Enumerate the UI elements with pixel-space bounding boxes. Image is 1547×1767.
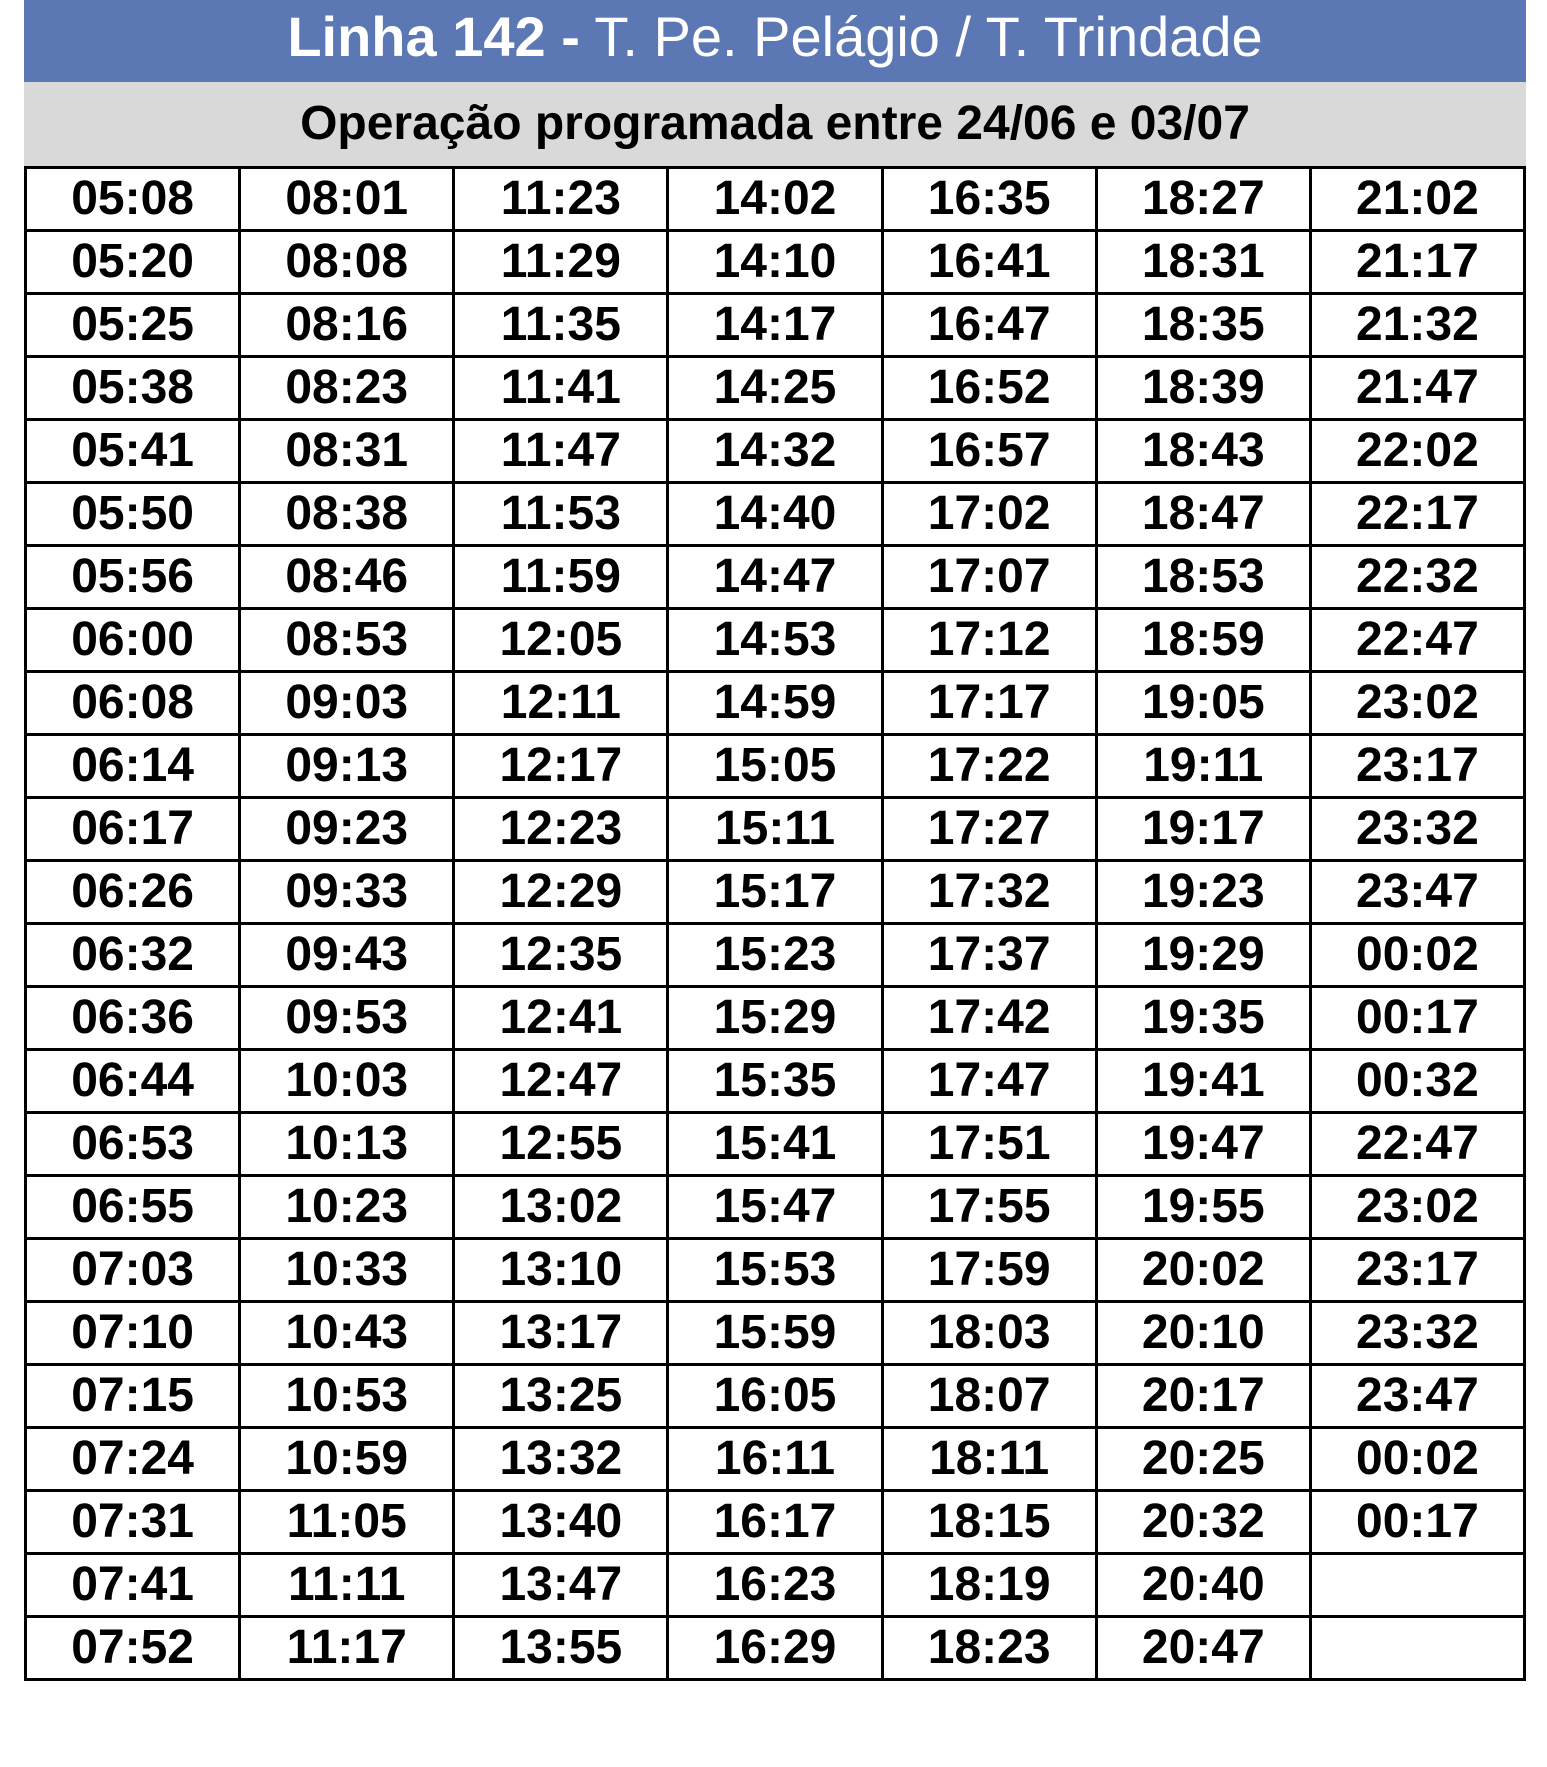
- departure-time-cell: 19:23: [1096, 861, 1310, 924]
- departure-time-cell: 07:24: [26, 1428, 240, 1491]
- departure-time-cell: 10:33: [240, 1239, 454, 1302]
- departure-time-cell: 13:47: [454, 1554, 668, 1617]
- departure-time-cell: 18:27: [1096, 168, 1310, 231]
- departure-time-cell: 20:32: [1096, 1491, 1310, 1554]
- departure-time-cell: 05:25: [26, 294, 240, 357]
- departure-time-cell: 06:08: [26, 672, 240, 735]
- departure-time-cell: 14:53: [668, 609, 882, 672]
- departure-time-cell: 21:47: [1310, 357, 1524, 420]
- departure-time-cell: 14:32: [668, 420, 882, 483]
- departure-time-cell: 07:10: [26, 1302, 240, 1365]
- table-row: [26, 420, 1525, 483]
- table-row: [26, 735, 1525, 798]
- departure-time-cell: 06:53: [26, 1113, 240, 1176]
- departure-time-cell: 11:17: [240, 1617, 454, 1680]
- departure-time-cell: 10:59: [240, 1428, 454, 1491]
- departure-time-cell: 10:53: [240, 1365, 454, 1428]
- departure-time-cell: 23:17: [1310, 1239, 1524, 1302]
- departure-time-cell: 06:36: [26, 987, 240, 1050]
- departure-time-cell: 22:02: [1310, 420, 1524, 483]
- departure-time-cell: 07:03: [26, 1239, 240, 1302]
- departure-time-cell: 10:03: [240, 1050, 454, 1113]
- departure-time-cell: 09:33: [240, 861, 454, 924]
- departure-time-cell: 18:39: [1096, 357, 1310, 420]
- departure-time-cell: 16:29: [668, 1617, 882, 1680]
- departure-time-cell: 18:19: [882, 1554, 1096, 1617]
- departure-time-cell: 17:02: [882, 483, 1096, 546]
- operation-period: Operação programada entre 24/06 e 03/07: [24, 82, 1526, 166]
- departure-time-cell: 08:53: [240, 609, 454, 672]
- table-row: [26, 1365, 1525, 1428]
- table-row: [26, 1617, 1525, 1680]
- departure-time-cell: 11:35: [454, 294, 668, 357]
- departure-time-cell: 08:16: [240, 294, 454, 357]
- departure-time-cell: 12:05: [454, 609, 668, 672]
- departure-time-cell: 20:40: [1096, 1554, 1310, 1617]
- departure-time-cell: 08:46: [240, 546, 454, 609]
- departure-time-cell: 11:29: [454, 231, 668, 294]
- departure-time-cell: 06:44: [26, 1050, 240, 1113]
- departure-time-cell: 00:02: [1310, 924, 1524, 987]
- departure-time-cell: 15:47: [668, 1176, 882, 1239]
- departure-time-cell: 06:17: [26, 798, 240, 861]
- departure-time-cell: 10:13: [240, 1113, 454, 1176]
- departure-time-cell: 22:47: [1310, 609, 1524, 672]
- departure-time-cell: 18:47: [1096, 483, 1310, 546]
- departure-time-cell: 17:22: [882, 735, 1096, 798]
- departure-time-cell: 18:59: [1096, 609, 1310, 672]
- departure-time-cell: 18:31: [1096, 231, 1310, 294]
- departure-time-cell: 12:55: [454, 1113, 668, 1176]
- departure-time-cell: 18:53: [1096, 546, 1310, 609]
- departure-time-cell: 19:35: [1096, 987, 1310, 1050]
- departure-time-cell: 16:17: [668, 1491, 882, 1554]
- departure-time-cell: 17:27: [882, 798, 1096, 861]
- departure-time-cell: 23:32: [1310, 798, 1524, 861]
- departure-time-cell: 00:17: [1310, 1491, 1524, 1554]
- departure-time-cell: 19:11: [1096, 735, 1310, 798]
- departure-time-cell: 08:38: [240, 483, 454, 546]
- departure-time-cell: 16:23: [668, 1554, 882, 1617]
- departure-time-cell: 11:47: [454, 420, 668, 483]
- departure-time-cell: 08:23: [240, 357, 454, 420]
- departure-time-cell: 21:02: [1310, 168, 1524, 231]
- departure-time-cell: 08:08: [240, 231, 454, 294]
- line-label: Linha 142 -: [287, 5, 580, 68]
- departure-time-cell: 09:03: [240, 672, 454, 735]
- departure-time-cell: 16:52: [882, 357, 1096, 420]
- departure-time-cell: 11:53: [454, 483, 668, 546]
- departure-time-cell: 07:31: [26, 1491, 240, 1554]
- departure-time-cell: 09:23: [240, 798, 454, 861]
- departure-time-cell: 05:08: [26, 168, 240, 231]
- departure-time-cell: 11:23: [454, 168, 668, 231]
- departure-time-cell: 22:32: [1310, 546, 1524, 609]
- departure-time-cell: 17:59: [882, 1239, 1096, 1302]
- departure-time-cell: 17:47: [882, 1050, 1096, 1113]
- table-row: [26, 483, 1525, 546]
- table-row: [26, 231, 1525, 294]
- departure-time-cell: 13:25: [454, 1365, 668, 1428]
- table-row: [26, 1302, 1525, 1365]
- departure-time-cell: 19:17: [1096, 798, 1310, 861]
- table-row: [26, 798, 1525, 861]
- departure-time-cell: 06:14: [26, 735, 240, 798]
- departure-time-cell: 18:43: [1096, 420, 1310, 483]
- page-title: [24, 0, 1526, 82]
- departure-time-cell: 05:38: [26, 357, 240, 420]
- departure-time-cell: 05:56: [26, 546, 240, 609]
- departure-time-cell: 17:12: [882, 609, 1096, 672]
- table-row: [26, 1113, 1525, 1176]
- departure-time-cell: 08:01: [240, 168, 454, 231]
- departure-time-cell: 10:43: [240, 1302, 454, 1365]
- departure-time-cell: 17:07: [882, 546, 1096, 609]
- departure-time-cell: 06:32: [26, 924, 240, 987]
- departure-time-cell: 13:55: [454, 1617, 668, 1680]
- departure-time-cell: 14:10: [668, 231, 882, 294]
- departure-time-cell: 15:23: [668, 924, 882, 987]
- departure-time-cell: 09:43: [240, 924, 454, 987]
- departure-time-cell: 19:47: [1096, 1113, 1310, 1176]
- table-row: [26, 1239, 1525, 1302]
- table-row: [26, 924, 1525, 987]
- departure-time-cell: 18:03: [882, 1302, 1096, 1365]
- departure-time-cell: 07:41: [26, 1554, 240, 1617]
- departure-time-cell: 08:31: [240, 420, 454, 483]
- table-row: [26, 1491, 1525, 1554]
- departure-time-cell: 13:10: [454, 1239, 668, 1302]
- departure-time-cell: 00:17: [1310, 987, 1524, 1050]
- departure-time-cell: 11:11: [240, 1554, 454, 1617]
- departure-time-cell: 06:55: [26, 1176, 240, 1239]
- table-row: [26, 168, 1525, 231]
- departure-time-cell: 12:11: [454, 672, 668, 735]
- departure-time-cell: 18:23: [882, 1617, 1096, 1680]
- departure-time-cell: 16:57: [882, 420, 1096, 483]
- departure-time-cell: 14:02: [668, 168, 882, 231]
- departure-time-cell: 23:47: [1310, 861, 1524, 924]
- departure-time-cell: 23:02: [1310, 672, 1524, 735]
- departure-time-cell: 18:35: [1096, 294, 1310, 357]
- departure-time-cell: 15:41: [668, 1113, 882, 1176]
- table-row: [26, 294, 1525, 357]
- departure-time-cell: 15:53: [668, 1239, 882, 1302]
- departure-time-cell: 12:41: [454, 987, 668, 1050]
- departure-time-cell: 15:35: [668, 1050, 882, 1113]
- departure-time-cell: 12:17: [454, 735, 668, 798]
- departure-time-cell: 16:41: [882, 231, 1096, 294]
- departure-time-cell: 23:02: [1310, 1176, 1524, 1239]
- departure-time-cell: [1310, 1554, 1524, 1617]
- departure-time-cell: 19:41: [1096, 1050, 1310, 1113]
- departure-time-cell: 17:51: [882, 1113, 1096, 1176]
- table-row: [26, 546, 1525, 609]
- departure-time-cell: 15:59: [668, 1302, 882, 1365]
- departure-time-cell: 23:32: [1310, 1302, 1524, 1365]
- table-row: [26, 1554, 1525, 1617]
- departure-time-cell: 14:17: [668, 294, 882, 357]
- table-row: [26, 861, 1525, 924]
- departure-time-cell: 20:02: [1096, 1239, 1310, 1302]
- departure-time-cell: 12:35: [454, 924, 668, 987]
- table-row: [26, 1050, 1525, 1113]
- departure-time-cell: 09:13: [240, 735, 454, 798]
- departure-time-cell: 15:17: [668, 861, 882, 924]
- timetable: [24, 166, 1526, 1681]
- table-row: [26, 357, 1525, 420]
- route-label: T. Pe. Pelágio / T. Trindade: [579, 5, 1263, 68]
- departure-time-cell: 06:00: [26, 609, 240, 672]
- departure-time-cell: 22:17: [1310, 483, 1524, 546]
- departure-time-cell: 05:20: [26, 231, 240, 294]
- departure-time-cell: 12:47: [454, 1050, 668, 1113]
- departure-time-cell: 14:25: [668, 357, 882, 420]
- departure-time-cell: 20:10: [1096, 1302, 1310, 1365]
- departure-time-cell: 20:17: [1096, 1365, 1310, 1428]
- departure-time-cell: 16:11: [668, 1428, 882, 1491]
- departure-time-cell: 18:11: [882, 1428, 1096, 1491]
- departure-time-cell: 06:26: [26, 861, 240, 924]
- departure-time-cell: 18:15: [882, 1491, 1096, 1554]
- departure-time-cell: 11:05: [240, 1491, 454, 1554]
- departure-time-cell: 20:47: [1096, 1617, 1310, 1680]
- departure-time-cell: 23:47: [1310, 1365, 1524, 1428]
- departure-time-cell: 19:05: [1096, 672, 1310, 735]
- departure-time-cell: 15:29: [668, 987, 882, 1050]
- departure-time-cell: 07:15: [26, 1365, 240, 1428]
- departure-time-cell: 05:41: [26, 420, 240, 483]
- departure-time-cell: 16:05: [668, 1365, 882, 1428]
- departure-time-cell: 13:40: [454, 1491, 668, 1554]
- departure-time-cell: 21:17: [1310, 231, 1524, 294]
- departure-time-cell: 16:47: [882, 294, 1096, 357]
- table-row: [26, 987, 1525, 1050]
- departure-time-cell: 13:02: [454, 1176, 668, 1239]
- departure-time-cell: 19:55: [1096, 1176, 1310, 1239]
- departure-time-cell: 14:59: [668, 672, 882, 735]
- timetable-body: [26, 168, 1525, 1680]
- departure-time-cell: 13:17: [454, 1302, 668, 1365]
- departure-time-cell: 17:55: [882, 1176, 1096, 1239]
- table-row: [26, 672, 1525, 735]
- departure-time-cell: 17:32: [882, 861, 1096, 924]
- departure-time-cell: 17:17: [882, 672, 1096, 735]
- departure-time-cell: 17:42: [882, 987, 1096, 1050]
- departure-time-cell: 21:32: [1310, 294, 1524, 357]
- departure-time-cell: 13:32: [454, 1428, 668, 1491]
- departure-time-cell: 18:07: [882, 1365, 1096, 1428]
- departure-time-cell: 23:17: [1310, 735, 1524, 798]
- departure-time-cell: 11:59: [454, 546, 668, 609]
- departure-time-cell: 00:02: [1310, 1428, 1524, 1491]
- departure-time-cell: 10:23: [240, 1176, 454, 1239]
- departure-time-cell: 12:29: [454, 861, 668, 924]
- departure-time-cell: 17:37: [882, 924, 1096, 987]
- departure-time-cell: 14:40: [668, 483, 882, 546]
- departure-time-cell: [1310, 1617, 1524, 1680]
- departure-time-cell: 09:53: [240, 987, 454, 1050]
- departure-time-cell: 11:41: [454, 357, 668, 420]
- departure-time-cell: 16:35: [882, 168, 1096, 231]
- departure-time-cell: 05:50: [26, 483, 240, 546]
- departure-time-cell: 12:23: [454, 798, 668, 861]
- departure-time-cell: 22:47: [1310, 1113, 1524, 1176]
- departure-time-cell: 15:05: [668, 735, 882, 798]
- departure-time-cell: 00:32: [1310, 1050, 1524, 1113]
- departure-time-cell: 14:47: [668, 546, 882, 609]
- table-row: [26, 609, 1525, 672]
- departure-time-cell: 20:25: [1096, 1428, 1310, 1491]
- departure-time-cell: 19:29: [1096, 924, 1310, 987]
- departure-time-cell: 15:11: [668, 798, 882, 861]
- departure-time-cell: 07:52: [26, 1617, 240, 1680]
- table-row: [26, 1428, 1525, 1491]
- table-row: [26, 1176, 1525, 1239]
